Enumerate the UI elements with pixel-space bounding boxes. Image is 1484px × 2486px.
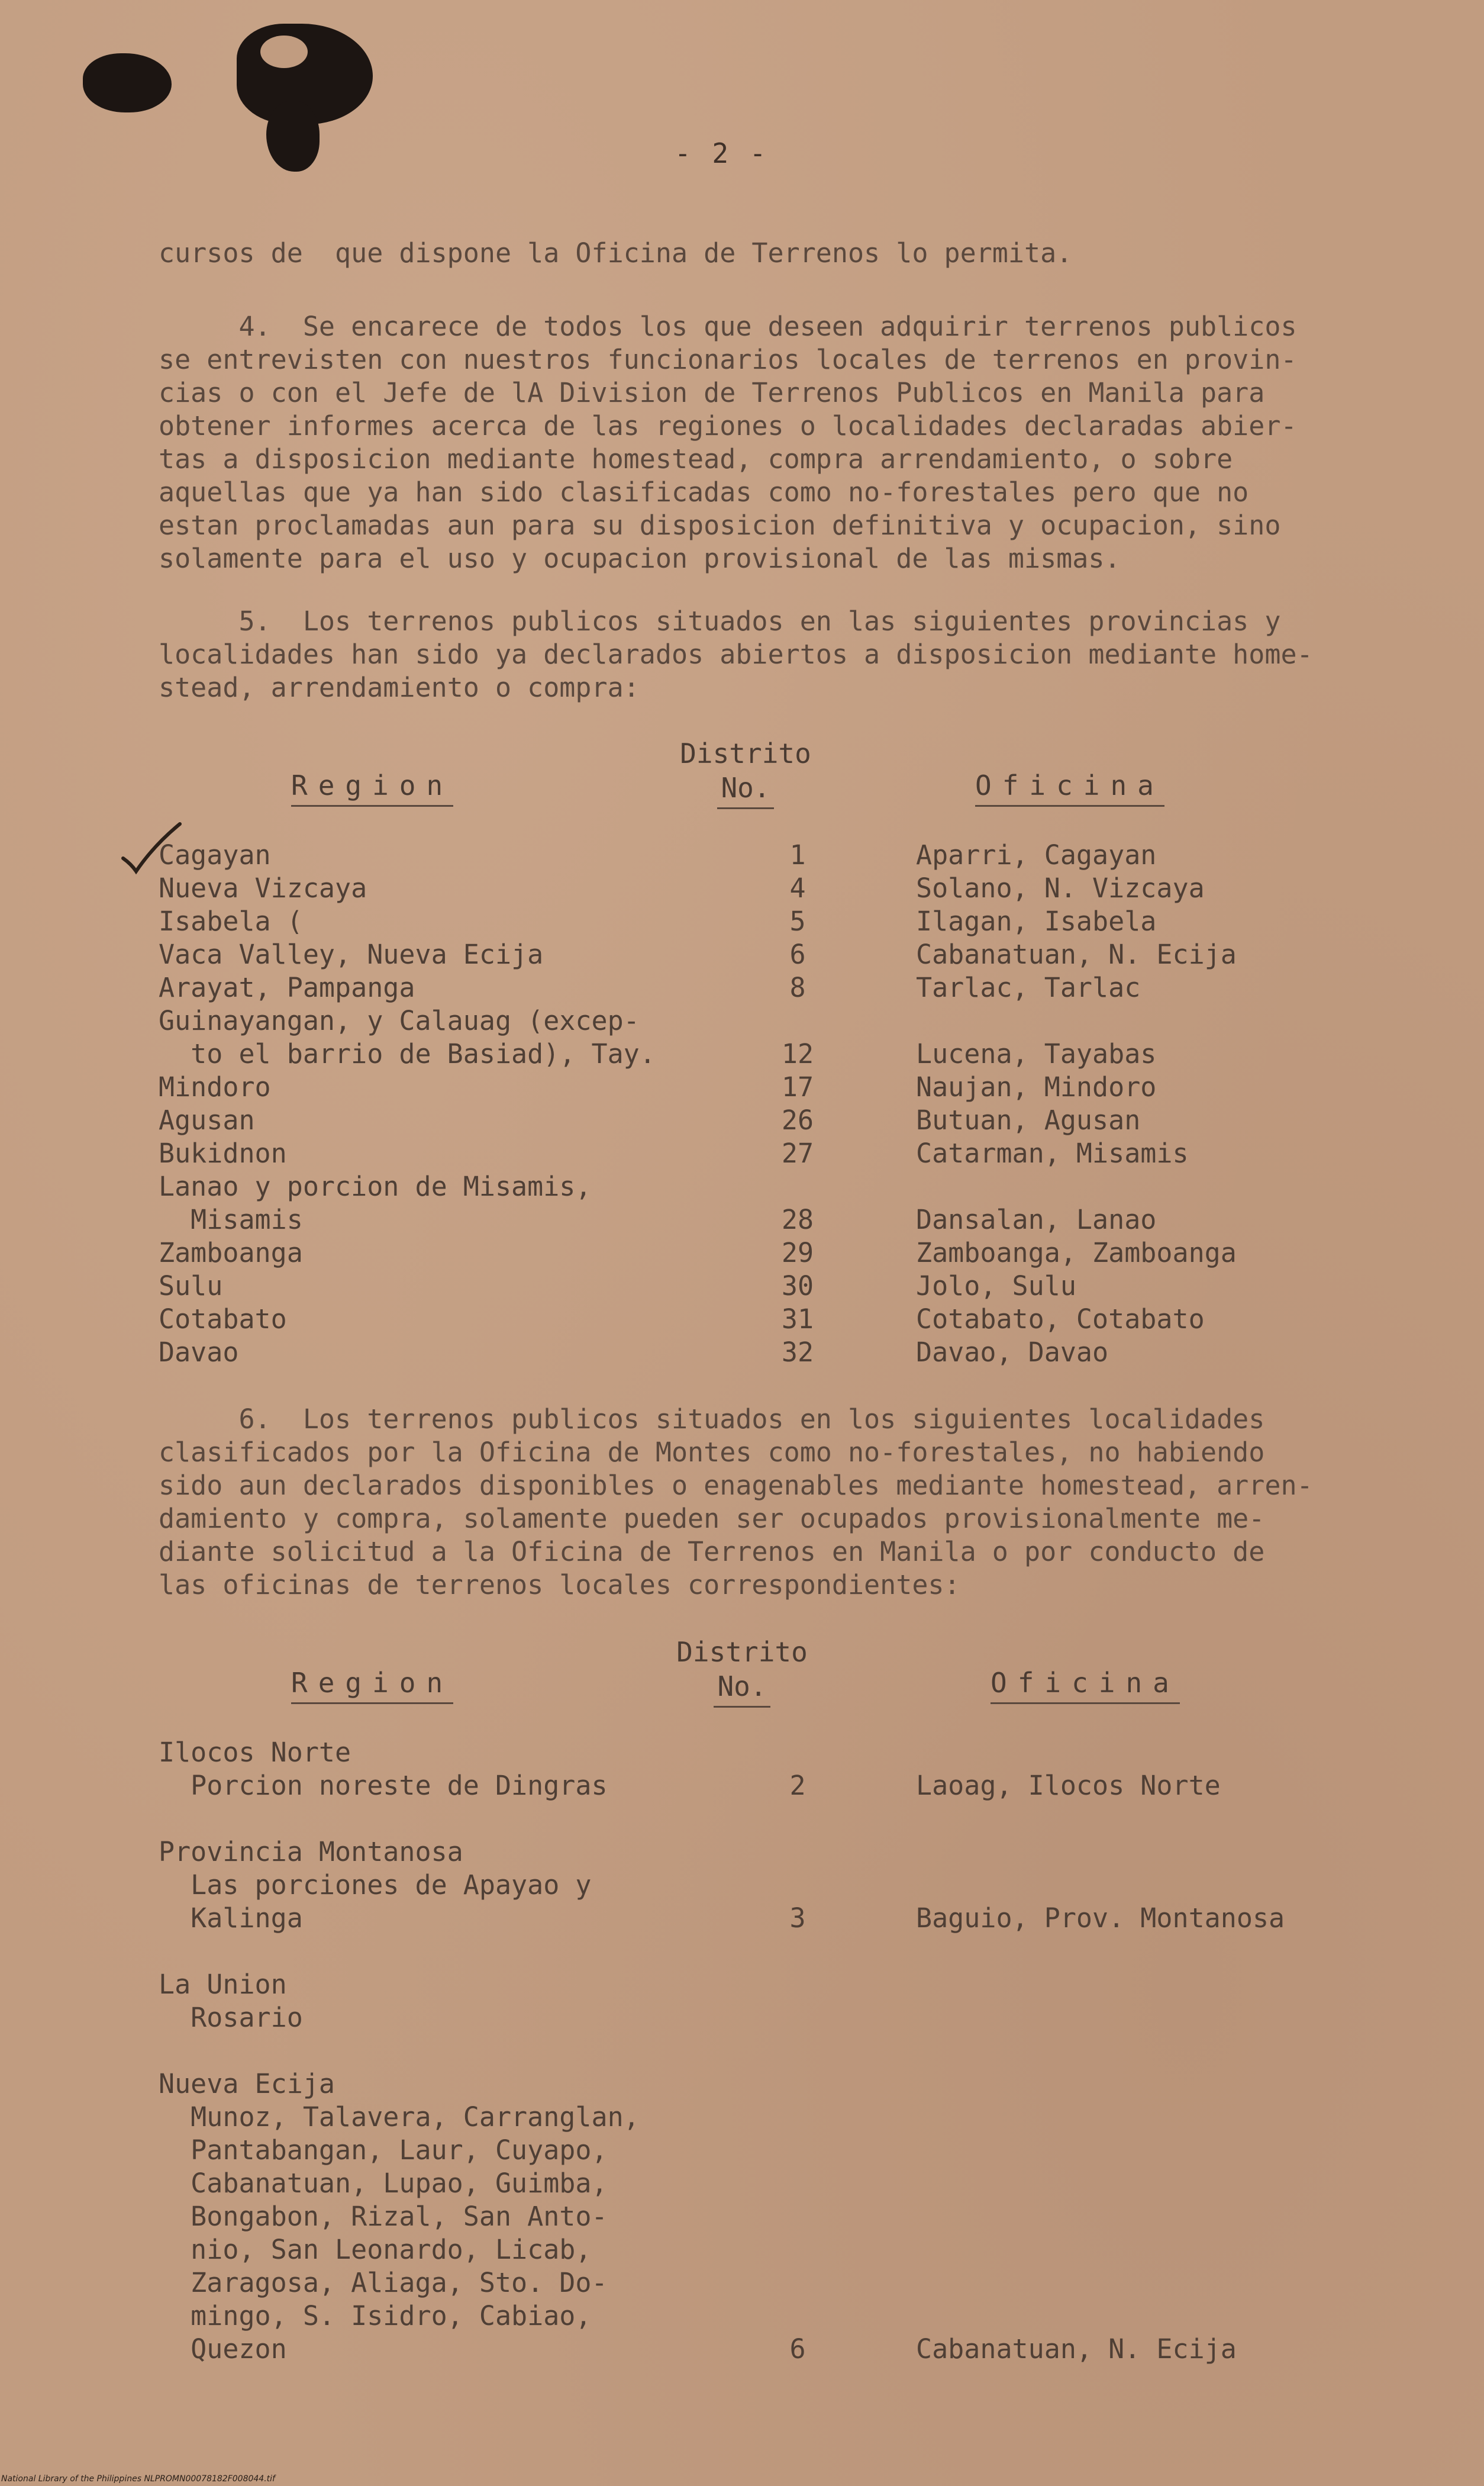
table-row [159, 1270, 1318, 1303]
region-cell: mingo, S. Isidro, Cabiao, [159, 2300, 592, 2332]
distrito-cell: 8 [789, 972, 806, 1003]
oficina-header-1: Oficina [975, 769, 1164, 807]
oficina-cell: Dansalan, Lanao [916, 1204, 1157, 1235]
region-cell: La Union [159, 1969, 287, 2000]
oficina-cell: Cotabato, Cotabato [916, 1303, 1205, 1335]
table-row [159, 1836, 1318, 1869]
oficina-cell: Baguio, Prov. Montanosa [916, 1902, 1285, 1934]
region-cell: Munoz, Talavera, Carranglan, [159, 2101, 640, 2133]
table-row [159, 1737, 1318, 1770]
region-header-1: Region [291, 769, 453, 807]
distrito-cell: 29 [781, 1237, 814, 1268]
region-cell: Cotabato [159, 1303, 287, 1335]
region-cell: Cagayan [159, 839, 271, 871]
distrito-cell: 4 [789, 872, 806, 904]
region-cell: Kalinga [159, 1902, 303, 1934]
distrito-cell: 6 [789, 2333, 806, 2365]
region-cell: Quezon [159, 2333, 287, 2365]
region-cell: Porcion noreste de Dingras [159, 1770, 608, 1801]
table-row [159, 1071, 1318, 1104]
paragraph-intro: cursos de que dispone la Oficina de Terrenos lo permita. [159, 237, 1073, 269]
table-row [159, 2068, 1318, 2101]
table-row [159, 2333, 1318, 2366]
oficina-cell: Lucena, Tayabas [916, 1038, 1157, 1070]
region-cell: Nueva Ecija [159, 2068, 335, 2099]
region-cell: Las porciones de Apayao y [159, 1869, 592, 1901]
region-cell: Vaca Valley, Nueva Ecija [159, 939, 544, 970]
oficina-cell: Cabanatuan, N. Ecija [916, 2333, 1237, 2365]
region-header-2: Region [291, 1667, 453, 1704]
region-cell: Davao [159, 1337, 239, 1368]
region-cell: nio, San Leonardo, Licab, [159, 2234, 592, 2265]
ink-blot-mark [83, 53, 172, 112]
distrito-cell: 3 [789, 1902, 806, 1934]
table-row [159, 1171, 1318, 1204]
region-cell: Rosario [159, 2002, 303, 2033]
region-cell: Zaragosa, Aliaga, Sto. Do- [159, 2267, 608, 2298]
region-cell: Cabanatuan, Lupao, Guimba, [159, 2168, 608, 2199]
region-cell: Isabela ( [159, 906, 303, 937]
region-table-2 [159, 1737, 1318, 2366]
region-cell: Lanao y porcion de Misamis, [159, 1171, 592, 1202]
region-cell: Agusan [159, 1104, 255, 1136]
region-cell: Guinayangan, y Calauag (excep- [159, 1005, 640, 1036]
table-row [159, 2267, 1318, 2300]
distrito-cell: 28 [781, 1204, 814, 1235]
oficina-cell: Zamboanga, Zamboanga [916, 1237, 1237, 1268]
table-row [159, 1204, 1318, 1237]
distrito-cell: 12 [781, 1038, 814, 1070]
table-row [159, 1237, 1318, 1270]
table-row [159, 2300, 1318, 2333]
table-row [159, 939, 1318, 972]
oficina-cell: Cabanatuan, N. Ecija [916, 939, 1237, 970]
table-row [159, 839, 1318, 872]
distrito-cell: 17 [781, 1071, 814, 1103]
region-cell: Arayat, Pampanga [159, 972, 415, 1003]
blot-highlight [260, 36, 308, 68]
table-row [159, 1803, 1318, 1836]
region-table-1 [159, 839, 1318, 1370]
oficina-cell: Jolo, Sulu [916, 1270, 1076, 1302]
oficina-cell: Davao, Davao [916, 1337, 1109, 1368]
distrito-cell: 5 [789, 906, 806, 937]
region-cell: Pantabangan, Laur, Cuyapo, [159, 2134, 608, 2166]
table-row [159, 972, 1318, 1005]
region-cell: Ilocos Norte [159, 1737, 351, 1768]
oficina-cell: Laoag, Ilocos Norte [916, 1770, 1221, 1801]
region-cell: Bongabon, Rizal, San Anto- [159, 2201, 608, 2232]
table-row [159, 2002, 1318, 2035]
table-row [159, 1303, 1318, 1337]
table-row [159, 2201, 1318, 2234]
distrito-label: Distrito [676, 1636, 808, 1668]
distrito-cell: 32 [781, 1337, 814, 1368]
table-row [159, 1869, 1318, 1902]
paragraph-5: 5. Los terrenos publicos situados en las siguientes provincias y localidades han sido ya declarados abiertos a disposicion mediante home- stead, arrendamiento o compra: [159, 606, 1313, 703]
table-row [159, 1005, 1318, 1038]
distrito-label: Distrito [680, 738, 811, 769]
oficina-cell: Naujan, Mindoro [916, 1071, 1157, 1103]
table-row [159, 2101, 1318, 2134]
oficina-header-2: Oficina [991, 1667, 1180, 1704]
table-row [159, 2134, 1318, 2168]
archive-footer: National Library of the Philippines NLPROMN00078182F008044.tif [1, 2474, 275, 2484]
region-cell: Sulu [159, 1270, 223, 1302]
distrito-cell: 6 [789, 939, 806, 970]
table-row [159, 906, 1318, 939]
no-label: No. [717, 771, 773, 809]
page-number: - 2 - [675, 137, 769, 169]
ink-blot-mark [266, 101, 320, 172]
region-cell: Zamboanga [159, 1237, 303, 1268]
table-row [159, 1969, 1318, 2002]
region-cell: Misamis [159, 1204, 303, 1235]
table-row [159, 1038, 1318, 1071]
distrito-cell: 26 [781, 1104, 814, 1136]
table-row [159, 1936, 1318, 1969]
paragraph-4: 4. Se encarece de todos los que deseen adquirir terrenos publicos se entrevisten con nuestros funcionarios locales de terrenos en provin- cias o con el Jefe de lA Division de Terrenos Publicos en Manila para obtener informes acerca de las regiones o localidades declaradas abier- tas a disposicion mediante homestead, compra arrendamiento, o sobre aquellas que ya han sido clasificadas como no-forestales pero que no estan proclamadas aun para su disposicion definitiva y ocupacion, sino solamente para el uso y ocupacion provisional de las mismas. [159, 311, 1297, 574]
distrito-cell: 1 [789, 839, 806, 871]
distrito-header-2 [659, 1635, 825, 1708]
oficina-cell: Ilagan, Isabela [916, 906, 1157, 937]
table-row [159, 872, 1318, 906]
region-cell: Bukidnon [159, 1138, 287, 1169]
region-cell: Provincia Montanosa [159, 1836, 463, 1867]
table-row [159, 2234, 1318, 2267]
table-row [159, 1104, 1318, 1138]
distrito-cell: 27 [781, 1138, 814, 1169]
distrito-cell: 30 [781, 1270, 814, 1302]
oficina-cell: Catarman, Misamis [916, 1138, 1189, 1169]
table-row [159, 1770, 1318, 1803]
oficina-cell: Solano, N. Vizcaya [916, 872, 1205, 904]
distrito-cell: 2 [789, 1770, 806, 1801]
distrito-cell: 31 [781, 1303, 814, 1335]
oficina-cell: Butuan, Agusan [916, 1104, 1141, 1136]
region-cell: Nueva Vizcaya [159, 872, 367, 904]
table-row [159, 2168, 1318, 2201]
region-cell: Mindoro [159, 1071, 271, 1103]
region-cell: to el barrio de Basiad), Tay. [159, 1038, 656, 1070]
table-row [159, 1902, 1318, 1936]
oficina-cell: Aparri, Cagayan [916, 839, 1157, 871]
distrito-header-1 [663, 736, 828, 809]
table-row [159, 2035, 1318, 2068]
table-row [159, 1337, 1318, 1370]
paragraph-6: 6. Los terrenos publicos situados en los siguientes localidades clasificados por la Oficina de Montes como no-forestales, no habiendo sido aun declarados disponibles o enagenables mediante homestead, arren- damiento y compra, solamente pueden ser ocupados provisionalmente me- diante solicitud a la Oficina de Terrenos en Manila o por conducto de las oficinas de terrenos locales correspondientes: [159, 1403, 1313, 1601]
table-row [159, 1138, 1318, 1171]
no-label: No. [714, 1669, 770, 1708]
oficina-cell: Tarlac, Tarlac [916, 972, 1141, 1003]
